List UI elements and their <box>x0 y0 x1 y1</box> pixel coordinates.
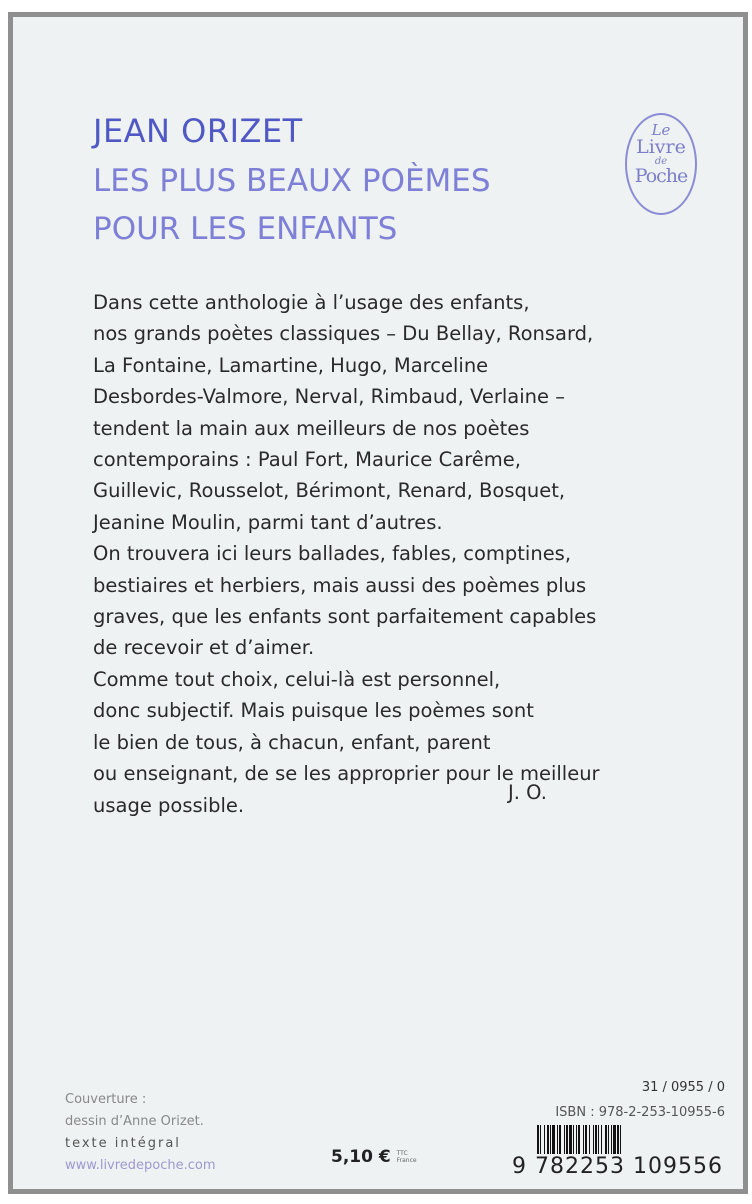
publisher-logo <box>625 113 697 215</box>
product-code: 31 / 0955 / 0 <box>641 1080 725 1095</box>
blurb-line: Comme tout choix, celui-là est personnel, <box>93 667 501 691</box>
barcode-number: 9 782253 109556 <box>512 1154 723 1179</box>
blurb-line: On trouvera ici leurs ballades, fables, comptines, <box>93 542 572 566</box>
website-link[interactable]: www.livredepoche.com <box>65 1158 216 1173</box>
title-line: LES PLUS BEAUX POÈMES <box>93 163 491 199</box>
logo-de: de <box>654 156 668 167</box>
price <box>331 1147 417 1167</box>
country: France <box>396 1157 417 1164</box>
ttc: TTC <box>396 1150 408 1157</box>
cover-credit: dessin d’Anne Orizet. <box>65 1114 204 1129</box>
blurb-line: usage possible. <box>93 793 245 817</box>
blurb-line: ou enseignant, de se les approprier pour le meilleur <box>93 762 600 786</box>
blurb-line: donc subjectif. Mais puisque les poèmes sont <box>93 699 534 723</box>
isbn: ISBN : 978-2-253-10955-6 <box>555 1105 725 1120</box>
barcode-digits <box>510 1154 725 1179</box>
logo-livre: Livre <box>636 136 686 158</box>
book-title <box>93 157 491 253</box>
blurb-text <box>93 287 752 821</box>
blurb-line: graves, que les enfants sont parfaitement capables <box>93 605 597 629</box>
title-line: POUR LES ENFANTS <box>93 211 398 247</box>
blurb-line: Guillevic, Rousselot, Bérimont, Renard, Bosquet, <box>93 479 566 503</box>
blurb-line: tendent la main aux meilleurs de nos poètes <box>93 416 530 440</box>
signature: J. O. <box>508 781 547 804</box>
credits <box>65 1089 216 1177</box>
price-tax-note <box>397 1150 417 1164</box>
blurb-line: contemporains : Paul Fort, Maurice Carême, <box>93 448 521 472</box>
blurb-line: de recevoir et d’aimer. <box>93 636 315 660</box>
blurb-line: Dans cette anthologie à l’usage des enfants, <box>93 291 530 314</box>
blurb-line: le bien de tous, à chacun, enfant, parent <box>93 730 491 754</box>
blurb-line: nos grands poètes classiques – Du Bellay, Ronsard, <box>93 322 594 346</box>
logo-le: Le <box>651 121 671 139</box>
cover-credit-label: Couverture : <box>65 1092 147 1107</box>
price-value: 5,10 € <box>331 1147 391 1167</box>
blurb-line: La Fontaine, Lamartine, Hugo, Marceline <box>93 353 489 377</box>
book-back-cover <box>8 12 748 1194</box>
texte-integral: texte intégral <box>65 1136 181 1151</box>
blurb-line: Desbordes-Valmore, Nerval, Rimbaud, Verlaine – <box>93 385 565 409</box>
author-name: JEAN ORIZET <box>93 112 303 150</box>
logo-poche: Poche <box>634 165 688 187</box>
blurb-line: bestiaires et herbiers, mais aussi des poèmes plus <box>93 573 587 597</box>
blurb-line: Jeanine Moulin, parmi tant d’autres. <box>93 510 443 534</box>
